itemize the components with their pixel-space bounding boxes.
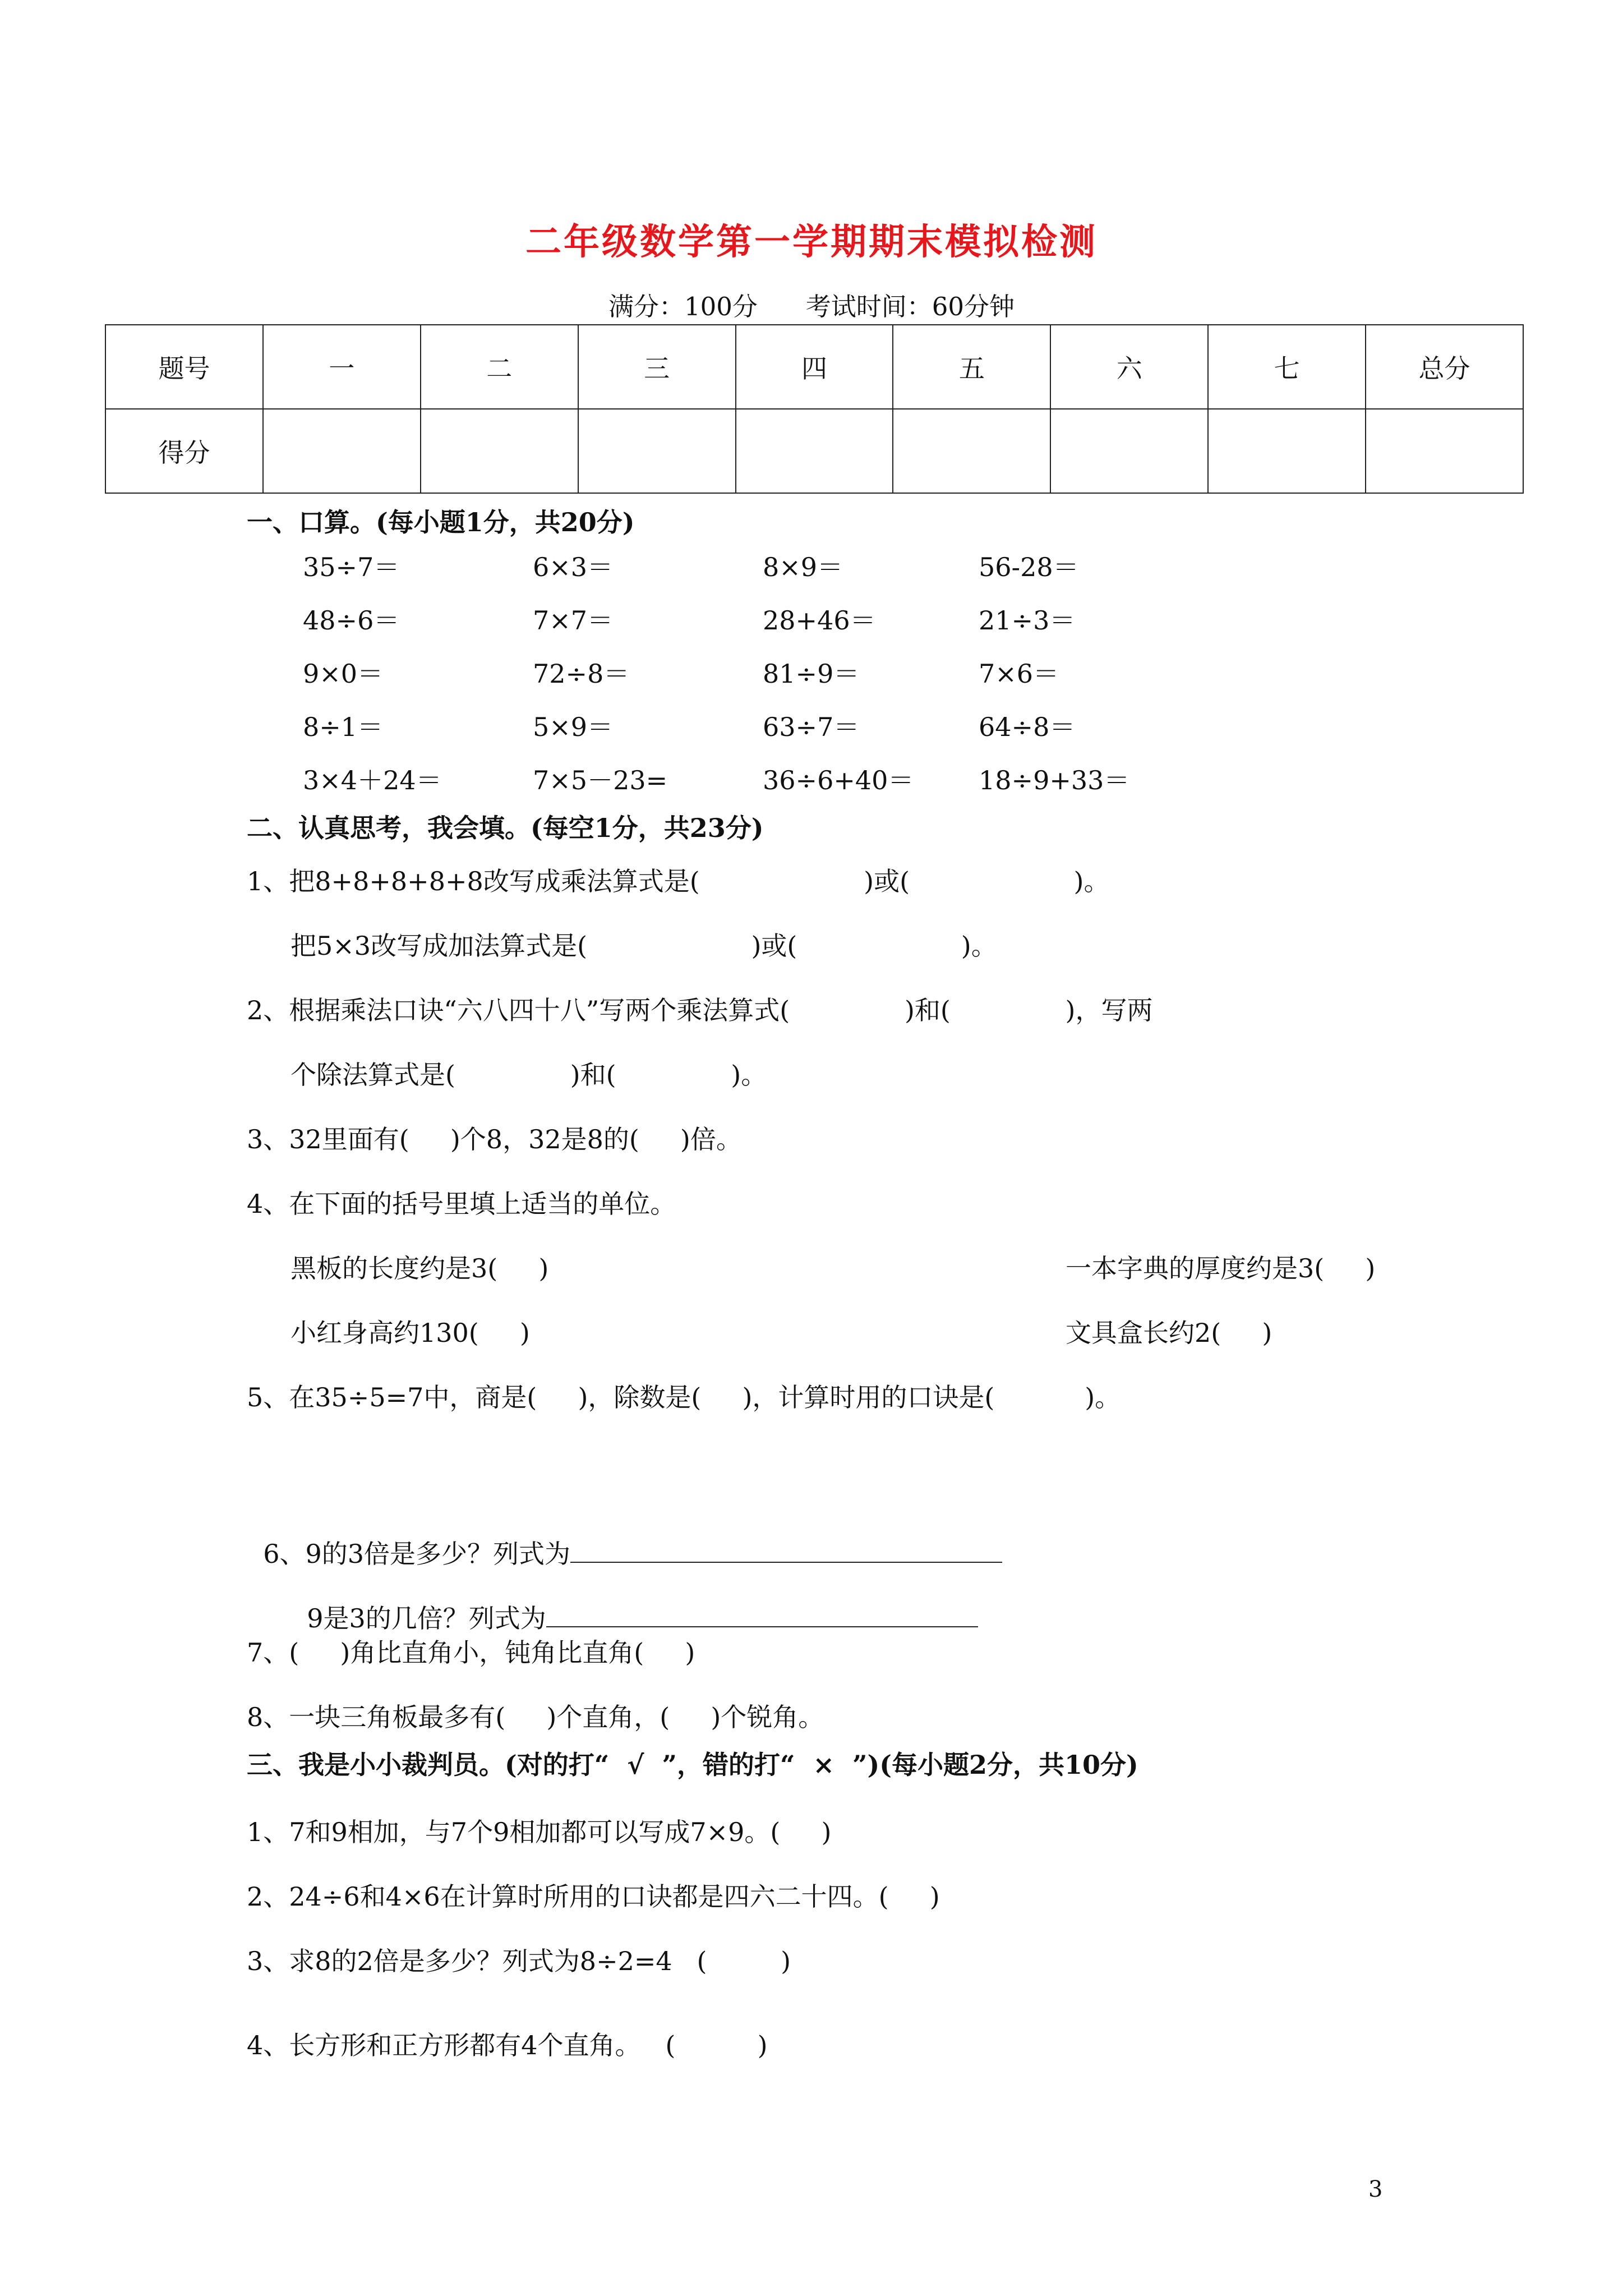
calc-item: 9×0＝	[303, 659, 384, 689]
question-2-4a-left: 黑板的长度约是3( )	[291, 1253, 549, 1283]
score-cell	[421, 409, 578, 493]
question-2-4: 4、在下面的括号里填上适当的单位。	[247, 1189, 676, 1219]
calc-item: 8×9＝	[763, 552, 843, 582]
question-2-2b: 个除法算式是( )和( )。	[291, 1060, 767, 1090]
score-header-cell: 一	[263, 325, 421, 409]
calc-item: 7×7＝	[533, 605, 614, 636]
calc-item: 7×6＝	[979, 659, 1059, 689]
calc-item: 5×9＝	[533, 712, 614, 742]
calc-item: 21÷3＝	[979, 605, 1076, 636]
question-2-2a: 2、根据乘法口诀“六八四十八”写两个乘法算式( )和( )，写两	[247, 995, 1153, 1025]
calc-item: 28+46＝	[763, 605, 876, 636]
question-2-8: 8、一块三角板最多有( )个直角，( )个锐角。	[247, 1702, 824, 1732]
score-cell	[263, 409, 421, 493]
answer-line[interactable]	[570, 1539, 1002, 1563]
question-2-1b: 把5×3改写成加法算式是( )或( )。	[291, 931, 997, 961]
score-cell	[893, 409, 1050, 493]
score-header-cell: 三	[578, 325, 736, 409]
score-header-cell: 总分	[1366, 325, 1523, 409]
score-cell	[578, 409, 736, 493]
question-2-6a-text: 6、9的3倍是多少？列式为	[263, 1539, 571, 1569]
score-cell	[1366, 409, 1523, 493]
answer-line[interactable]	[546, 1604, 978, 1627]
calc-item: 56-28＝	[979, 552, 1079, 582]
calc-item: 48÷6＝	[303, 605, 400, 636]
question-2-7: 7、( )角比直角小，钝角比直角( )	[247, 1637, 695, 1668]
question-3-4: 4、长方形和正方形都有4个直角。 ( )	[247, 2030, 768, 2060]
score-cell	[1208, 409, 1366, 493]
calc-item: 3×4＋24＝	[303, 765, 442, 795]
score-cell	[736, 409, 893, 493]
score-header-cell: 六	[1050, 325, 1208, 409]
calc-item: 35÷7＝	[303, 552, 400, 582]
exam-subtitle: 满分：100分 考试时间：60分钟	[608, 292, 1015, 321]
question-2-4b-right: 文具盒长约2( )	[1066, 1318, 1272, 1348]
page-number: 3	[1368, 2177, 1383, 2202]
question-2-3: 3、32里面有( )个8，32是8的( )倍。	[247, 1124, 742, 1154]
question-3-1: 1、7和9相加，与7个9相加都可以写成7×9。( )	[247, 1817, 832, 1847]
calc-item: 8÷1＝	[303, 712, 384, 742]
question-2-1a: 1、把8+8+8+8+8改写成乘法算式是( )或( )。	[247, 866, 1110, 896]
section3-heading: 三、我是小小裁判员。(对的打“ √ ”，错的打“ × ”)(每小题2分，共10分)	[247, 1750, 1138, 1780]
score-row-label: 得分	[105, 409, 263, 493]
calc-item: 7×5－23=	[533, 765, 668, 795]
score-header-cell: 七	[1208, 325, 1366, 409]
score-header-cell: 五	[893, 325, 1050, 409]
calc-item: 72÷8＝	[533, 659, 630, 689]
calc-item: 6×3＝	[533, 552, 614, 582]
score-header-cell: 四	[736, 325, 893, 409]
score-table-score-row	[105, 409, 1523, 493]
score-cell	[1050, 409, 1208, 493]
score-header-cell: 二	[421, 325, 578, 409]
question-3-2: 2、24÷6和4×6在计算时所用的口诀都是四六二十四。( )	[247, 1881, 940, 1912]
exam-title: 二年级数学第一学期期末模拟检测	[525, 221, 1098, 263]
score-table-header-row	[105, 325, 1523, 409]
question-2-6b	[291, 1568, 978, 1635]
question-2-4b-left: 小红身高约130( )	[291, 1318, 530, 1348]
question-2-5: 5、在35÷5=7中，商是( )，除数是( )，计算时用的口诀是( )。	[247, 1382, 1121, 1412]
calc-item: 63÷7＝	[763, 712, 860, 742]
section2-heading: 二、认真思考，我会填。(每空1分，共23分)	[247, 813, 764, 843]
question-2-4a-right: 一本字典的厚度约是3( )	[1066, 1253, 1376, 1283]
calc-item: 64÷8＝	[979, 712, 1076, 742]
section1-heading: 一、口算。(每小题1分，共20分)	[247, 507, 635, 537]
calc-item: 81÷9＝	[763, 659, 860, 689]
calc-item: 36÷6+40＝	[763, 765, 914, 795]
question-2-6a	[247, 1503, 1002, 1571]
question-2-6b-text: 9是3的几倍？列式为	[307, 1603, 546, 1634]
question-3-3: 3、求8的2倍是多少？列式为8÷2=4 ( )	[247, 1946, 791, 1976]
score-header-cell: 题号	[105, 325, 263, 409]
calc-item: 18÷9+33＝	[979, 765, 1130, 795]
score-table	[105, 324, 1524, 494]
